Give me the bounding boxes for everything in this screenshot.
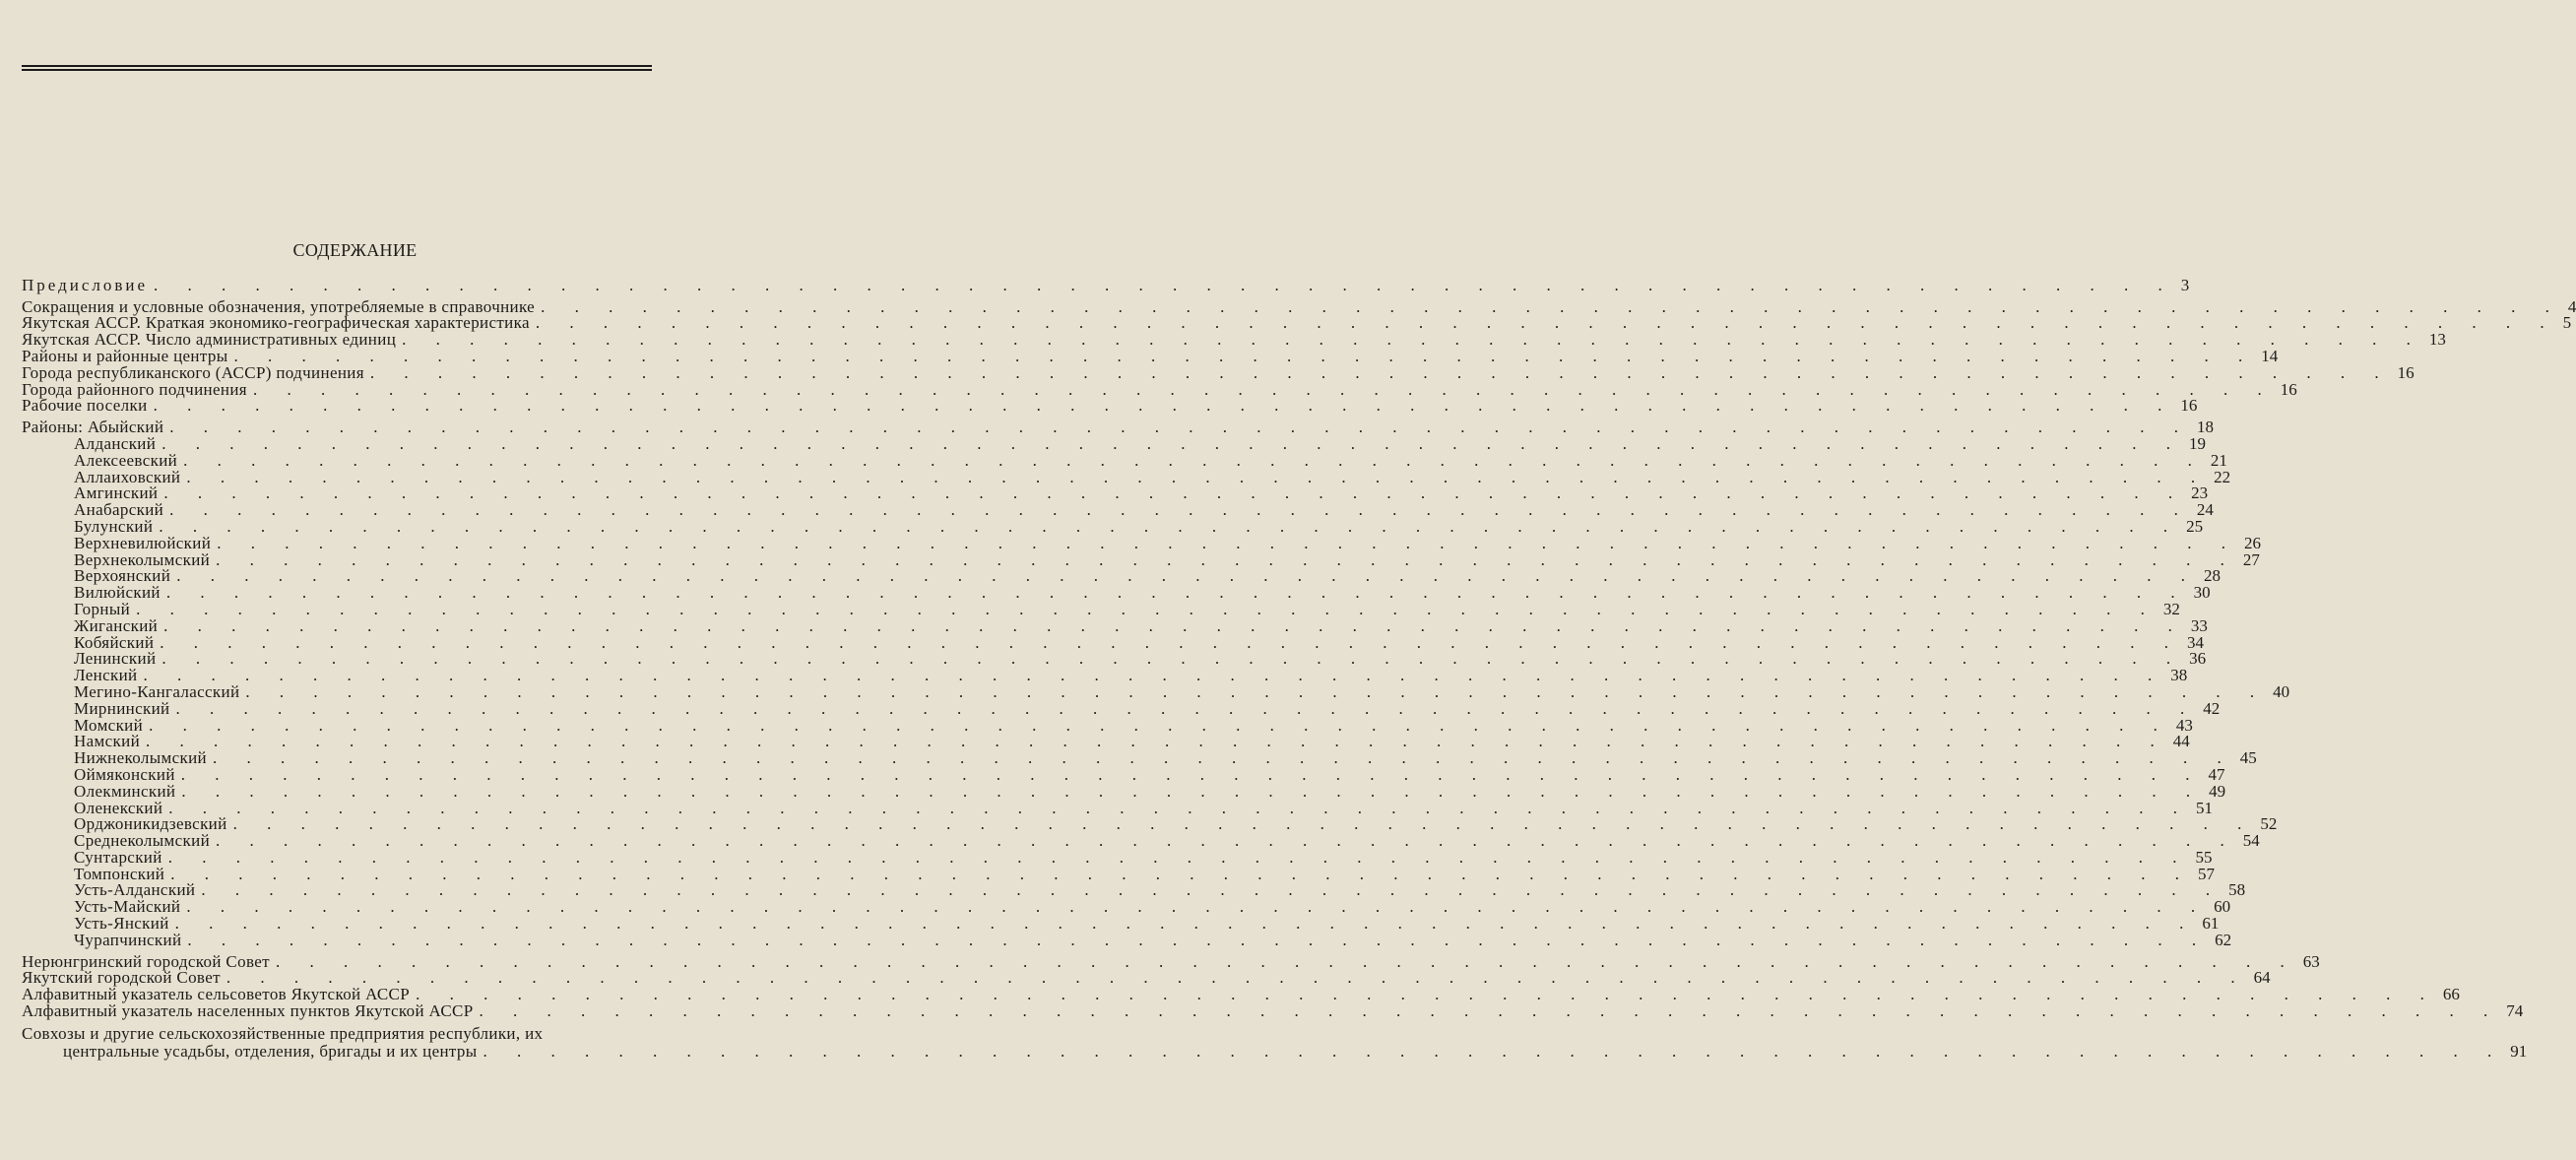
toc-entry-label: Предисловие	[22, 275, 149, 294]
toc-entry-label: Алданский	[74, 433, 157, 453]
toc-entry-page: 60	[2214, 897, 2231, 917]
toc-entry-label: Якутская АССР. Краткая экономико-географическая характеристика	[22, 313, 530, 333]
leader-dots: . . . . . . . . . . . . . . . . . . . . . . . . . . . . . . . . . . . . . . . . . . . . . . . . . . . . . . . . . . . .	[153, 396, 2175, 416]
toc-entry-label: Алфавитный указатель сельсоветов Якутской АССР	[22, 985, 411, 1004]
toc-entry	[22, 346, 2279, 365]
toc-entry	[22, 549, 2260, 569]
toc-entry-label: Орджоникидзевский	[74, 814, 227, 834]
toc-entry-label: Горный	[74, 599, 131, 618]
toc-entry-label: Верхнеколымский	[74, 549, 211, 569]
leader-dots: . . . . . . . . . . . . . . . . . . . . . . . . . . . . . . . . . . . . . . . . . . . . . . . . . . . . . . . . . . . .	[161, 433, 2183, 453]
toc-entry	[22, 732, 2190, 751]
table-of-contents	[22, 275, 2576, 1061]
toc-entry	[22, 681, 2290, 701]
toc-entry-label: Верхоянский	[74, 566, 171, 586]
leader-dots: . . . . . . . . . . . . . . . . . . . . . . . . . . . . . . . . . . . . . . . . . . . . . . . . . . . . . . . . . . . .	[217, 533, 2238, 552]
leader-dots: . . . . . . . . . . . . . . . . . . . . . . . . . . . . . . . . . . . . . . . . . . . . . . . . . . . . . . . . . . . .	[183, 450, 2205, 470]
toc-entry-page: 18	[2197, 418, 2215, 437]
toc-entry-label: Мегино-Кангаласский	[74, 681, 240, 701]
leader-dots: . . . . . . . . . . . . . . . . . . . . . . . . . . . . . . . . . . . . . . . . . . . . . . . . . . . . . . . . . . . .	[186, 897, 2209, 917]
toc-entry-page: 16	[2280, 379, 2297, 399]
toc-entry	[22, 583, 2211, 603]
toc-entry	[22, 500, 2214, 520]
leader-dots: . . . . . . . . . . . . . . . . . . . . . . . . . . . . . . . . . . . . . . . . . . . . . . . . . . . . . . . . . . . .	[149, 715, 2170, 735]
leader-dots: . . . . . . . . . . . . . . . . . . . . . . . . . . . . . . . . . . . . . . . . . . . . . . . . . . . . . . . . . . . .	[136, 599, 2157, 618]
toc-entry	[22, 897, 2231, 917]
toc-entry-page: 23	[2191, 483, 2209, 503]
toc-entry-label: Момский	[74, 715, 144, 735]
toc-entry-page: 26	[2243, 533, 2261, 552]
toc-entry-label-line2: центральные усадьбы, отделения, бригады и их центры	[63, 1041, 478, 1061]
leader-dots: . . . . . . . . . . . . . . . . . . . . . . . . . . . . . . . . . . . . . . . . . . . . . . . . . . . . . . . . . . . .	[416, 985, 2437, 1004]
leader-dots: . . . . . . . . . . . . . . . . . . . . . . . . . . . . . . . . . . . . . . . . . . . . . . . . . . . . . . . . . . . .	[170, 864, 2192, 883]
leader-dots: . . . . . . . . . . . . . . . . . . . . . . . . . . . . . . . . . . . . . . . . . . . . . . . . . . . . . . . . . . . .	[161, 649, 2184, 669]
toc-entry-label-line1: Совхозы и другие сельскохозяйственные предприятия республики, их	[22, 1024, 544, 1044]
toc-entry-page: 63	[2302, 951, 2320, 971]
leader-dots: . . . . . . . . . . . . . . . . . . . . . . . . . . . . . . . . . . . . . . . . . . . . . . . . . . . . . . . . . . . .	[186, 467, 2209, 486]
toc-entry-label: Районы и районные центры	[22, 346, 228, 365]
leader-dots: . . . . . . . . . . . . . . . . . . . . . . . . . . . . . . . . . . . . . . . . . . . . . . . . . . . . . . . . . . . .	[163, 615, 2185, 635]
header-rule-bottom	[22, 69, 652, 71]
toc-entry-page: 24	[2196, 500, 2214, 520]
leader-dots: . . . . . . . . . . . . . . . . . . . . . . . . . . . . . . . . . . . . . . . . . . . . . . . . . . . . . . . . . . . .	[169, 418, 2192, 437]
toc-entry	[22, 313, 2572, 333]
toc-entry-label: Усть-Алданский	[74, 880, 196, 900]
toc-entry	[22, 864, 2215, 883]
toc-entry-page: 64	[2253, 968, 2271, 988]
leader-dots: . . . . . . . . . . . . . . . . . . . . . . . . . . . . . . . . . . . . . . . . . . . . . . . . . . . . . . . . . . . .	[213, 748, 2234, 768]
toc-entry-page: 38	[2170, 666, 2188, 685]
toc-entry-page: 44	[2172, 732, 2190, 751]
toc-entry	[22, 566, 2221, 586]
leader-dots: . . . . . . . . . . . . . . . . . . . . . . . . . . . . . . . . . . . . . . . . . . . . . . . . . . . . . . . . . . . .	[175, 698, 2198, 718]
toc-entry	[22, 1023, 2528, 1061]
leader-dots: . . . . . . . . . . . . . . . . . . . . . . . . . . . . . . . . . . . . . . . . . . . . . . . . . . . . . . . . . . . .	[275, 951, 2297, 971]
toc-entry-label: Рабочие поселки	[22, 396, 148, 416]
leader-dots: . . . . . . . . . . . . . . . . . . . . . . . . . . . . . . . . . . . . . . . . . . . . . . . . . . . . . . . . . . . .	[216, 831, 2237, 851]
leader-dots: . . . . . . . . . . . . . . . . . . . . . . . . . . . . . . . . . . . . . . . . . . . . . . . . . . . . . . . . . . . .	[483, 1041, 2505, 1061]
toc-entry-page: 61	[2202, 914, 2220, 934]
leader-dots: . . . . . . . . . . . . . . . . . . . . . . . . . . . . . . . . . . . . . . . . . . . . . . . . . . . . . . . . . . . .	[180, 764, 2203, 784]
toc-entry-page: 34	[2187, 632, 2205, 652]
toc-entry	[22, 483, 2209, 503]
toc-entry-label: Аллаиховский	[74, 467, 181, 486]
toc-entry	[22, 275, 2190, 294]
toc-entry-page: 19	[2188, 433, 2206, 453]
toc-entry	[22, 599, 2180, 618]
toc-entry-page: 25	[2186, 516, 2204, 536]
toc-entry-page: 16	[2397, 362, 2415, 382]
toc-entry	[22, 1001, 2524, 1021]
toc-entry-page: 27	[2242, 549, 2260, 569]
leader-dots: . . . . . . . . . . . . . . . . . . . . . . . . . . . . . . . . . . . . . . . . . . . . . . . . . . . . . . . . . . . .	[225, 968, 2248, 988]
leader-dots: . . . . . . . . . . . . . . . . . . . . . . . . . . . . . . . . . . . . . . . . . . . . . . . . . . . . . . . . . . . .	[369, 362, 2392, 382]
toc-entry	[22, 516, 2204, 536]
toc-entry	[22, 968, 2271, 988]
toc-entry-label: Булунский	[74, 516, 154, 536]
toc-entry	[22, 880, 2246, 900]
toc-entry-page: 43	[2175, 715, 2193, 735]
toc-entry-page: 54	[2242, 831, 2260, 851]
leader-dots: . . . . . . . . . . . . . . . . . . . . . . . . . . . . . . . . . . . . . . . . . . . . . . . . . . . . . . . . . . . .	[169, 500, 2191, 520]
leader-dots: . . . . . . . . . . . . . . . . . . . . . . . . . . . . . . . . . . . . . . . . . . . . . . . . . . . . . . . . . . . .	[541, 296, 2562, 316]
toc-entry-label: Алфавитный указатель населенных пунктов Якутской АССР	[22, 1001, 474, 1021]
toc-entry-label: Амгинский	[74, 483, 159, 503]
page-title: СОДЕРЖАНИЕ	[292, 240, 418, 260]
toc-entry	[22, 930, 2232, 949]
toc-entry-page: 66	[2442, 985, 2460, 1004]
leader-dots: . . . . . . . . . . . . . . . . . . . . . . . . . . . . . . . . . . . . . . . . . . . . . . . . . . . . . . . . . . . .	[201, 880, 2223, 900]
leader-dots: . . . . . . . . . . . . . . . . . . . . . . . . . . . . . . . . . . . . . . . . . . . . . . . . . . . . . . . . . . . .	[233, 346, 2256, 365]
toc-entry-label: Оймяконский	[74, 764, 175, 784]
toc-entry-page: 33	[2190, 615, 2208, 635]
toc-entry-page: 42	[2203, 698, 2221, 718]
leader-dots: . . . . . . . . . . . . . . . . . . . . . . . . . . . . . . . . . . . . . . . . . . . . . . . . . . . . . . . . . . . .	[163, 483, 2186, 503]
toc-entry-page: 49	[2209, 781, 2226, 801]
leader-dots: . . . . . . . . . . . . . . . . . . . . . . . . . . . . . . . . . . . . . . . . . . . . . . . . . . . . . . . . . . . .	[167, 847, 2190, 867]
leader-dots: . . . . . . . . . . . . . . . . . . . . . . . . . . . . . . . . . . . . . . . . . . . . . . . . . . . . . . . . . . . .	[535, 313, 2557, 333]
leader-dots: . . . . . . . . . . . . . . . . . . . . . . . . . . . . . . . . . . . . . . . . . . . . . . . . . . . . . . . . . . . .	[176, 566, 2198, 586]
toc-entry-label: Нерюнгринский городской Совет	[22, 951, 270, 971]
toc-entry-label: Алексеевский	[74, 450, 178, 470]
toc-entry-page: 91	[2510, 1041, 2528, 1061]
leader-dots: . . . . . . . . . . . . . . . . . . . . . . . . . . . . . . . . . . . . . . . . . . . . . . . . . . . . . . . . . . . .	[245, 681, 2268, 701]
toc-entry	[22, 951, 2320, 971]
toc-entry	[22, 764, 2225, 784]
toc-entry	[22, 533, 2261, 552]
toc-entry	[22, 798, 2214, 817]
toc-entry	[22, 450, 2227, 470]
leader-dots: . . . . . . . . . . . . . . . . . . . . . . . . . . . . . . . . . . . . . . . . . . . . . . . . . . . . . . . . . . . .	[174, 914, 2197, 934]
toc-entry-label: Мирнинский	[74, 698, 170, 718]
toc-entry-label: Ленинский	[74, 649, 157, 669]
toc-entry	[22, 330, 2446, 350]
toc-entry-page: 45	[2239, 748, 2257, 768]
toc-entry-label: Якутский городской Совет	[22, 968, 221, 988]
toc-entry	[22, 847, 2213, 867]
leader-dots: . . . . . . . . . . . . . . . . . . . . . . . . . . . . . . . . . . . . . . . . . . . . . . . . . . . . . . . . . . . .	[252, 379, 2275, 399]
toc-entry-page: 4	[2567, 296, 2576, 316]
toc-entry	[22, 781, 2226, 801]
leader-dots: . . . . . . . . . . . . . . . . . . . . . . . . . . . . . . . . . . . . . . . . . . . . . . . . . . . . . . . . . . . .	[187, 930, 2210, 949]
toc-entry-page: 13	[2428, 330, 2446, 350]
toc-entry	[22, 831, 2260, 851]
toc-entry-page: 47	[2208, 764, 2225, 784]
toc-entry	[22, 467, 2231, 486]
toc-entry	[22, 666, 2188, 685]
toc-entry-label: Томпонский	[74, 864, 165, 883]
toc-entry-page: 22	[2214, 467, 2231, 486]
toc-entry-page: 62	[2215, 930, 2232, 949]
toc-entry	[22, 433, 2206, 453]
leader-dots: . . . . . . . . . . . . . . . . . . . . . . . . . . . . . . . . . . . . . . . . . . . . . . . . . . . . . . . . . . . .	[402, 330, 2423, 350]
toc-entry-label: Нижнеколымский	[74, 748, 207, 768]
toc-entry-label: Якутская АССР. Число административных единиц	[22, 330, 397, 350]
toc-entry-page: 16	[2180, 396, 2198, 416]
toc-entry-label: Усть-Янский	[74, 914, 169, 934]
toc-entry	[22, 698, 2221, 718]
toc-entry	[22, 362, 2415, 382]
leader-dots: . . . . . . . . . . . . . . . . . . . . . . . . . . . . . . . . . . . . . . . . . . . . . . . . . . . . . . . . . . . .	[232, 814, 2255, 834]
toc-entry-label: Жиганский	[74, 615, 159, 635]
toc-entry-label: Города республиканского (АССР) подчинения	[22, 362, 364, 382]
leader-dots: . . . . . . . . . . . . . . . . . . . . . . . . . . . . . . . . . . . . . . . . . . . . . . . . . . . . . . . . . . . .	[168, 798, 2191, 817]
toc-entry-page: 30	[2193, 583, 2211, 603]
toc-entry	[22, 715, 2193, 735]
toc-entry-page: 14	[2261, 346, 2279, 365]
toc-entry-page: 51	[2196, 798, 2214, 817]
toc-entry	[22, 296, 2576, 316]
toc-entry-label: Сунтарский	[74, 847, 162, 867]
toc-entry-label: Намский	[74, 732, 141, 751]
toc-entry-page: 28	[2203, 566, 2221, 586]
toc-entry	[22, 914, 2220, 934]
toc-entry-label: Города районного подчинения	[22, 379, 247, 399]
toc-entry-page: 74	[2506, 1001, 2524, 1021]
toc-entry-page: 57	[2198, 864, 2215, 883]
toc-entry-label: Чурапчинский	[74, 930, 182, 949]
toc-entry	[22, 649, 2207, 669]
leader-dots: . . . . . . . . . . . . . . . . . . . . . . . . . . . . . . . . . . . . . . . . . . . . . . . . . . . . . . . . . . . .	[159, 516, 2181, 536]
leader-dots: . . . . . . . . . . . . . . . . . . . . . . . . . . . . . . . . . . . . . . . . . . . . . . . . . . . . . . . . . . . .	[479, 1001, 2501, 1021]
toc-entry-page: 3	[2180, 275, 2190, 294]
toc-entry-label: Кобяйский	[74, 632, 155, 652]
toc-entry-label: Верхневилюйский	[74, 533, 212, 552]
toc-entry-label: Среднеколымский	[74, 831, 211, 851]
toc-entry-page: 58	[2228, 880, 2246, 900]
toc-entry-page: 21	[2210, 450, 2227, 470]
toc-entry	[22, 615, 2208, 635]
toc-entry	[22, 632, 2205, 652]
toc-entry	[22, 396, 2198, 416]
toc-entry-label: Оленекский	[74, 798, 163, 817]
toc-entry-label: Сокращения и условные обозначения, употребляемые в справочнике	[22, 296, 536, 316]
toc-entry-label: Районы: Абыйский	[22, 418, 164, 437]
toc-entry-label: Усть-Майский	[74, 897, 181, 917]
toc-entry-page: 52	[2260, 814, 2278, 834]
toc-entry-page: 36	[2189, 649, 2207, 669]
toc-entry-page: 32	[2162, 599, 2180, 618]
toc-entry-page: 5	[2562, 313, 2572, 333]
leader-dots: . . . . . . . . . . . . . . . . . . . . . . . . . . . . . . . . . . . . . . . . . . . . . . . . . . . . . . . . . . . .	[143, 666, 2165, 685]
leader-dots: . . . . . . . . . . . . . . . . . . . . . . . . . . . . . . . . . . . . . . . . . . . . . . . . . . . . . . . . . . . .	[181, 781, 2204, 801]
toc-entry	[22, 418, 2215, 437]
toc-entry	[22, 814, 2278, 834]
toc-entry-page: 40	[2273, 681, 2290, 701]
leader-dots: . . . . . . . . . . . . . . . . . . . . . . . . . . . . . . . . . . . . . . . . . . . . . . . . . . . . . . . . . . . .	[160, 632, 2182, 652]
leader-dots: . . . . . . . . . . . . . . . . . . . . . . . . . . . . . . . . . . . . . . . . . . . . . . . . . . . . . . . . . . . .	[146, 732, 2167, 751]
toc-entry	[22, 985, 2460, 1004]
leader-dots: . . . . . . . . . . . . . . . . . . . . . . . . . . . . . . . . . . . . . . . . . . . . . . . . . . . . . . . . . . . .	[154, 275, 2175, 294]
toc-entry-label: Анабарский	[74, 500, 164, 520]
header-rule-top	[22, 65, 652, 67]
toc-entry	[22, 748, 2257, 768]
leader-dots: . . . . . . . . . . . . . . . . . . . . . . . . . . . . . . . . . . . . . . . . . . . . . . . . . . . . . . . . . . . .	[216, 549, 2237, 569]
leader-dots: . . . . . . . . . . . . . . . . . . . . . . . . . . . . . . . . . . . . . . . . . . . . . . . . . . . . . . . . . . . .	[165, 583, 2188, 603]
toc-entry-label: Олекминский	[74, 781, 176, 801]
toc-entry	[22, 379, 2297, 399]
toc-entry-label: Вилюйский	[74, 583, 161, 603]
toc-entry-page: 55	[2195, 847, 2213, 867]
toc-entry-label: Ленский	[74, 666, 138, 685]
